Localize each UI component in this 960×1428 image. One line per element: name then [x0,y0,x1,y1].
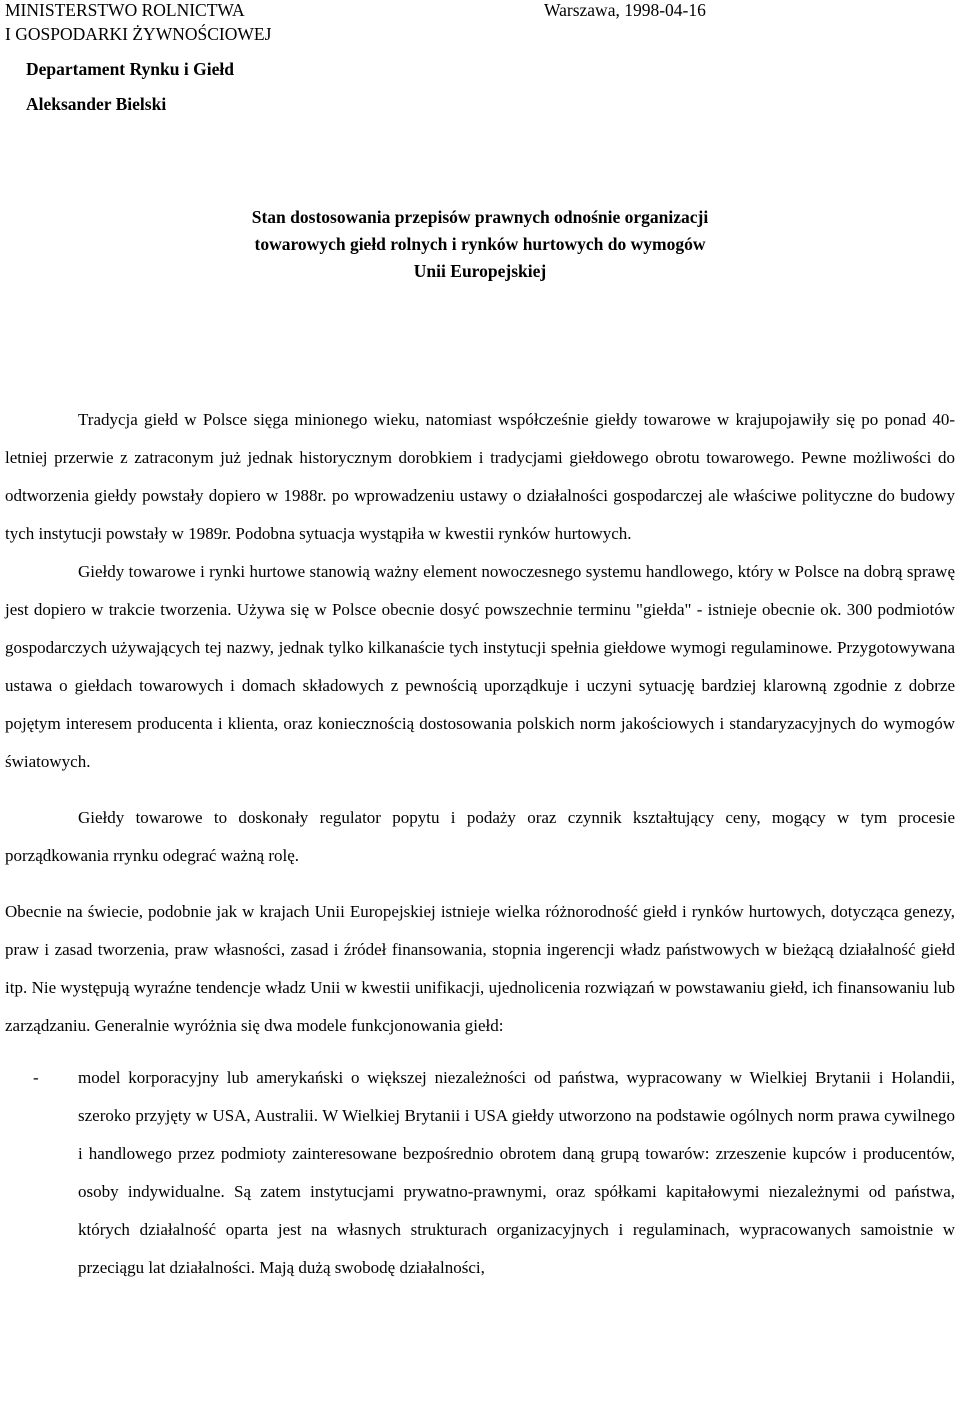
document-title-line3: Unii Europejskiej [413,261,547,281]
paragraph-spacer [5,875,955,893]
list-item [5,1059,955,1287]
document-body [5,401,955,1287]
list-marker: - [33,1068,39,1087]
place-and-date: Warszawa, 1998-04-16 [544,0,706,20]
paragraph-2: Giełdy towarowe i rynki hurtowe stanowią ważny element nowoczesnego systemu handlowego, który w Polsce na dobrą sprawę jest dopiero w trakcie tworzenia. Używa się w Polsce obecnie dosyć powszechnie terminu "giełda" - istnieje obecnie ok. 300 podmiotów gospodarczych używających tej nazwy, jednak tylko kilkanaście tych instytucji spełnia giełdowe wymogi regulaminowe. Przygotowywana ustawa o giełdach towarowych i domach składowych z pewnością uporządkuje i uczyni sytuację bardziej klarowną zgodnie z dobrze pojętym interesem producenta i klienta, oraz koniecznością dostosowania polskich norm jakościowych i standaryzacyjnych do wymogów światowych. [5,562,955,771]
list-item-text: model korporacyjny lub amerykański o większej niezależności od państwa, wypracowany w Wielkiej Brytanii i Holandii, szeroko przyjęty w USA, Australii. W Wielkiej Brytanii i USA giełdy utworzono na podstawie ogólnych norm prawa cywilnego i handlowego przez podmioty zainteresowane bezpośrednio obrotem daną grupą towarów: zrzeszenie kupców i producentów, osoby indywidualne. Są zatem instytucjami prywatno-prawnymi, oraz spółkami kapitałowymi niezależnymi od państwa, których działalność oparta jest na własnych strukturach organizacyjnych i regulaminach, wypracowanych samoistnie w przeciągu lat działalności. Mają dużą swobodę działalności, [78,1068,955,1277]
paragraph-spacer [5,781,955,799]
document-title [0,204,960,285]
document-title-line1: Stan dostosowania przepisów prawnych odnośnie organizacji [251,207,709,227]
ministry-name-line2: I GOSPODARKI ŻYWNOŚCIOWEJ [5,24,272,44]
ministry-name [5,0,271,46]
author-name: Aleksander Bielski [26,94,167,114]
document-title-line2: towarowych giełd rolnych i rynków hurtowych do wymogów [254,234,706,254]
paragraph-4: Obecnie na świecie, podobnie jak w krajach Unii Europejskiej istnieje wielka różnorodność giełd i rynków hurtowych, dotycząca genezy, praw i zasad tworzenia, praw własności, zasad i źródeł finansowania, stopnia ingerencji władz państwowych w bieżącą działalność giełd itp. Nie występują wyraźne tendencje władz Unii w kwestii unifikacji, ujednolicenia rozwiązań w powstawaniu giełd, ich finansowaniu lub zarządzaniu. Generalnie wyróżnia się dwa modele funkcjonowania giełd: [5,902,955,1035]
paragraph-3: Giełdy towarowe to doskonały regulator popytu i podaży oraz czynnik kształtujący ceny, mogący w tym procesie porządkowania rrynku odegrać ważną rolę. [5,808,955,865]
department-name: Departament Rynku i Giełd [26,59,234,79]
paragraph-1: Tradycja giełd w Polsce sięga minionego wieku, natomiast współcześnie giełdy towarowe w krajupojawiły się po ponad 40-letniej przerwie z zatraconym już jednak historycznym dorobkiem i tradycjami giełdowego obrotu towarowego. Pewne możliwości do odtworzenia giełdy powstały dopiero w 1988r. po wprowadzeniu ustawy o działalności gospodarczej ale właściwe polityczne do budowy tych instytucji powstały w 1989r. Podobna sytuacja wystąpiła w kwestii rynków hurtowych. [5,410,955,543]
ministry-name-line1: MINISTERSTWO ROLNICTWA [5,0,245,20]
